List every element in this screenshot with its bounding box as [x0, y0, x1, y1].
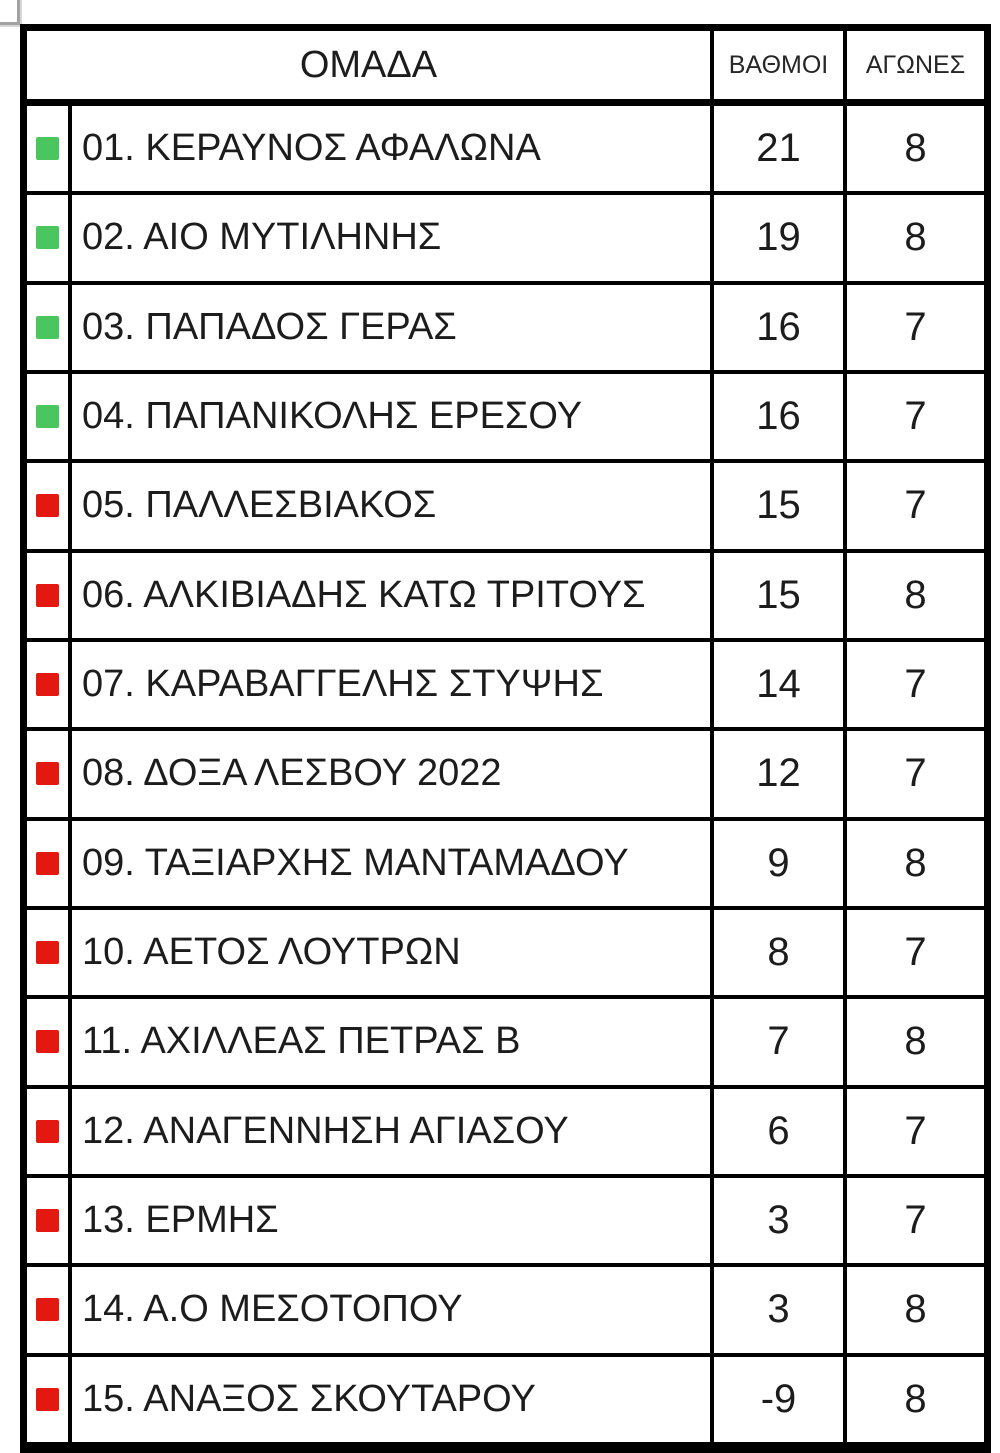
status-cell [27, 1089, 72, 1174]
team-name: 06. ΑΛΚΙΒΙΑΔΗΣ ΚΑΤΩ ΤΡΙΤΟΥΣ [72, 553, 714, 638]
matches-value: 7 [904, 483, 927, 528]
table-row [27, 195, 984, 284]
points-value: 7 [714, 999, 847, 1084]
status-cell [27, 1178, 72, 1263]
column-header-matches: ΑΓΩΝΕΣ [865, 50, 966, 79]
matches-value: 8 [904, 840, 927, 885]
team-name: 02. ΑΙΟ ΜΥΤΙΛΗΝΗΣ [72, 195, 714, 280]
status-cell [27, 999, 72, 1084]
partial-overlay-box [0, 0, 20, 25]
table-row [27, 821, 984, 910]
status-square-icon [36, 1209, 59, 1232]
matches-value: 8 [904, 572, 927, 617]
matches-value: 7 [904, 304, 927, 349]
table-row [27, 910, 984, 999]
matches-value: 8 [904, 1287, 927, 1332]
status-cell [27, 463, 72, 548]
team-name: 14. Α.Ο ΜΕΣΟΤΟΠΟΥ [72, 1267, 714, 1352]
matches-value: 8 [904, 126, 927, 171]
status-square-icon [36, 1120, 59, 1143]
column-header-team: ΟΜΑΔΑ [27, 31, 714, 99]
status-cell [27, 1267, 72, 1352]
status-square-icon [36, 494, 59, 517]
points-value: 19 [714, 195, 847, 280]
status-square-icon [36, 1030, 59, 1053]
points-value: -9 [714, 1357, 847, 1442]
status-cell [27, 642, 72, 727]
status-square-icon [36, 762, 59, 785]
points-value: 12 [714, 731, 847, 816]
table-body [27, 106, 984, 1442]
points-value: 3 [714, 1267, 847, 1352]
matches-value: 7 [904, 662, 927, 707]
status-square-icon [36, 316, 59, 339]
matches-value: 7 [904, 751, 927, 796]
matches-value: 8 [904, 1019, 927, 1064]
status-cell [27, 285, 72, 370]
points-value: 15 [714, 553, 847, 638]
status-square-icon [36, 673, 59, 696]
table-row [27, 553, 984, 642]
status-cell [27, 910, 72, 995]
team-name: 15. ΑΝΑΞΟΣ ΣΚΟΥΤΑΡΟΥ [72, 1357, 714, 1442]
table-row [27, 463, 984, 552]
team-name: 01. ΚΕΡΑΥΝΟΣ ΑΦΑΛΩΝΑ [72, 106, 714, 191]
table-row [27, 731, 984, 820]
status-square-icon [36, 226, 59, 249]
status-cell [27, 106, 72, 191]
status-cell [27, 821, 72, 906]
team-name: 04. ΠΑΠΑΝΙΚΟΛΗΣ ΕΡΕΣΟΥ [72, 374, 714, 459]
status-cell [27, 1357, 72, 1442]
matches-value: 7 [904, 1108, 927, 1153]
status-cell [27, 553, 72, 638]
table-row [27, 1089, 984, 1178]
team-name: 07. ΚΑΡΑΒΑΓΓΕΛΗΣ ΣΤΥΨΗΣ [72, 642, 714, 727]
column-header-points: ΒΑΘΜΟΙ [714, 31, 847, 99]
points-value: 9 [714, 821, 847, 906]
matches-value: 7 [904, 930, 927, 975]
points-value: 8 [714, 910, 847, 995]
table-row [27, 1357, 984, 1442]
team-name: 03. ΠΑΠΑΔΟΣ ΓΕΡΑΣ [72, 285, 714, 370]
table-row [27, 1267, 984, 1356]
points-value: 3 [714, 1178, 847, 1263]
table-row [27, 106, 984, 195]
table-row [27, 642, 984, 731]
standings-table [20, 24, 991, 1453]
points-value: 14 [714, 642, 847, 727]
points-value: 16 [714, 374, 847, 459]
team-name: 13. ΕΡΜΗΣ [72, 1178, 714, 1263]
matches-value: 8 [904, 1376, 927, 1421]
status-square-icon [36, 941, 59, 964]
status-square-icon [36, 137, 59, 160]
table-row [27, 285, 984, 374]
status-square-icon [36, 1388, 59, 1411]
points-value: 21 [714, 106, 847, 191]
team-name: 09. ΤΑΞΙΑΡΧΗΣ ΜΑΝΤΑΜΑΔΟΥ [72, 821, 714, 906]
team-name: 08. ΔΟΞΑ ΛΕΣΒΟΥ 2022 [72, 731, 714, 816]
table-row [27, 374, 984, 463]
matches-value: 8 [904, 215, 927, 260]
matches-value: 7 [904, 1198, 927, 1243]
status-cell [27, 195, 72, 280]
team-name: 11. ΑΧΙΛΛΕΑΣ ΠΕΤΡΑΣ Β [72, 999, 714, 1084]
team-name: 10. ΑΕΤΟΣ ΛΟΥΤΡΩΝ [72, 910, 714, 995]
status-square-icon [36, 584, 59, 607]
team-name: 12. ΑΝΑΓΕΝΝΗΣΗ ΑΓΙΑΣΟΥ [72, 1089, 714, 1174]
points-value: 15 [714, 463, 847, 548]
status-cell [27, 374, 72, 459]
status-square-icon [36, 852, 59, 875]
team-name: 05. ΠΑΛΛΕΣΒΙΑΚΟΣ [72, 463, 714, 548]
matches-value: 7 [904, 394, 927, 439]
table-header-row [27, 31, 984, 106]
points-value: 6 [714, 1089, 847, 1174]
status-square-icon [36, 1298, 59, 1321]
table-row [27, 999, 984, 1088]
points-value: 16 [714, 285, 847, 370]
status-cell [27, 731, 72, 816]
table-row [27, 1178, 984, 1267]
status-square-icon [36, 405, 59, 428]
